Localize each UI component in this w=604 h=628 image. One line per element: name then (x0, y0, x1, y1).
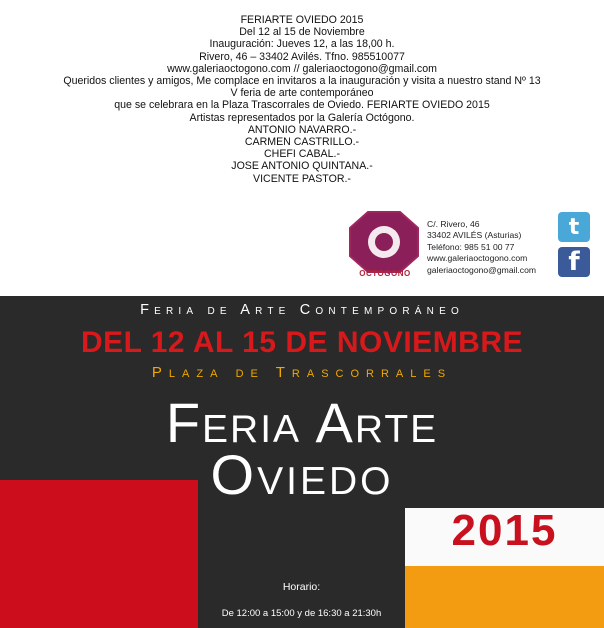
red-color-block (0, 480, 198, 628)
contact-city: 33402 AVILÉS (Asturias) (427, 230, 522, 241)
artist-name: CARMEN CASTRILLO.- (244, 136, 360, 149)
poster-title-line2: Oviedo (210, 443, 394, 506)
artist-name: CHEFI CABAL.- (264, 148, 340, 161)
poster-venue: Plaza de Trascorrales (151, 364, 453, 381)
poster-year: 2015 (451, 506, 558, 555)
twitter-glyph: t (568, 214, 580, 240)
logo-wordmark: OCTOGONO (359, 269, 411, 278)
intro-line: Del 12 al 15 de Noviembre (239, 26, 365, 39)
intro-line: V feria de arte contemporáneo (230, 87, 374, 100)
intro-line: Queridos clientes y amigos, Me complace en invitaros a la inauguración y visita a nuestro stand Nº 13 (63, 75, 541, 88)
gallery-contact (427, 219, 536, 276)
contact-website[interactable]: www.galeriaoctogono.com (427, 253, 528, 264)
contact-address: C/. Rivero, 46 (427, 219, 480, 229)
facebook-icon[interactable] (558, 247, 590, 277)
artist-name: VICENTE PASTOR.- (253, 172, 351, 185)
poster-dates: DEL 12 AL 15 DE NOVIEMBRE (80, 326, 524, 359)
intro-line: Artistas representados por la Galería Octógono. (189, 111, 415, 124)
artist-name: ANTONIO NAVARRO.- (247, 123, 357, 136)
twitter-icon[interactable] (558, 212, 590, 242)
invitation-text (0, 14, 604, 185)
artist-name: JOSE ANTONIO QUINTANA.- (231, 160, 373, 173)
intro-line: www.galeriaoctogono.com // galeriaoctogono@gmail.com (167, 62, 437, 75)
schedule-hours: De 12:00 a 15:00 y de 16:30 a 21:30h (221, 608, 382, 619)
intro-line: Inauguración: Jueves 12, a las 18,00 h. (209, 38, 395, 51)
orange-color-block (405, 566, 604, 628)
intro-line: FERIARTE OVIEDO 2015 (240, 14, 364, 26)
contact-phone: Teléfono: 985 51 00 77 (427, 241, 515, 252)
facebook-glyph: f (568, 247, 580, 277)
schedule-label: Horario: (282, 581, 321, 593)
contact-email[interactable]: galeriaoctogono@gmail.com (427, 264, 537, 275)
intro-line: que se celebrara en la Plaza Trascorrales de Oviedo. FERIARTE OVIEDO 2015 (114, 99, 490, 112)
poster-subtitle: Feria de Arte Contemporáneo (140, 302, 464, 318)
poster-title-line1: Feria Arte (165, 391, 439, 454)
intro-line: Rivero, 46 – 33402 Avilés. Tfno. 985510077 (199, 50, 405, 63)
fair-poster (0, 296, 604, 628)
